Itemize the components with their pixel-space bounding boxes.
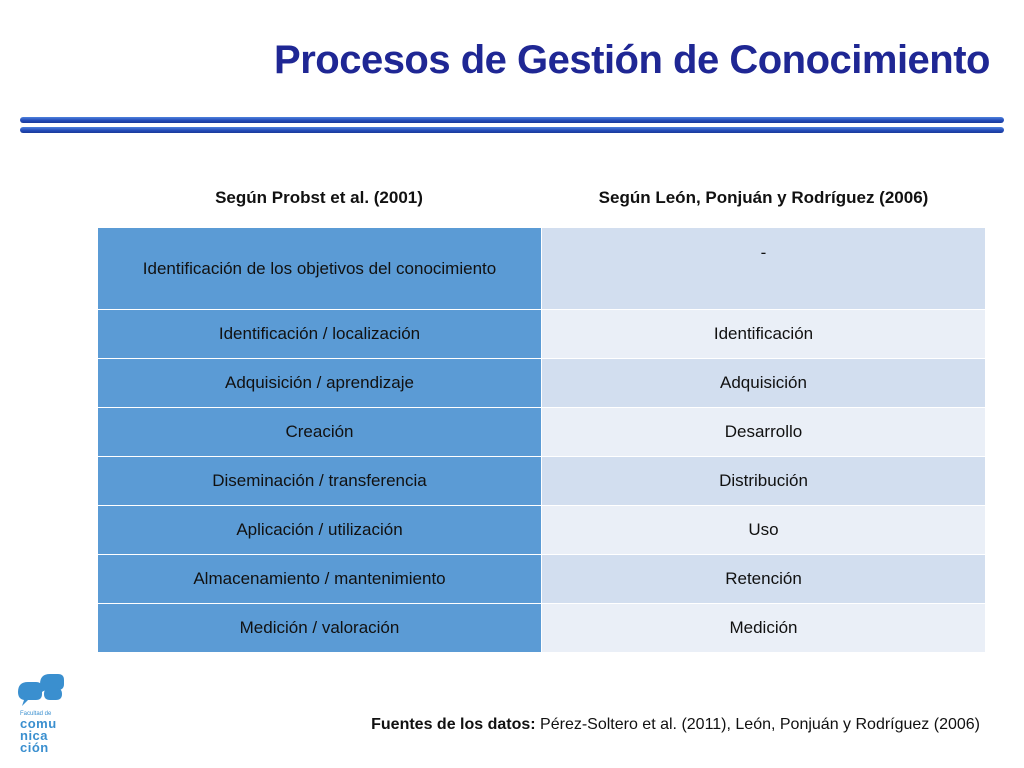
cell-leon: Retención	[542, 555, 986, 604]
cell-leon: Uso	[542, 506, 986, 555]
logo-line: ción	[20, 740, 49, 755]
cell-probst: Identificación de los objetivos del conocimiento	[98, 228, 542, 310]
cell-probst: Medición / valoración	[98, 604, 542, 653]
table-row	[98, 310, 986, 359]
cell-probst: Diseminación / transferencia	[98, 457, 542, 506]
cell-probst: Creación	[98, 408, 542, 457]
cell-leon: Desarrollo	[542, 408, 986, 457]
table-row	[98, 457, 986, 506]
title-divider-top	[20, 117, 1004, 123]
cell-leon: Identificación	[542, 310, 986, 359]
cell-probst: Aplicación / utilización	[98, 506, 542, 555]
table-row	[98, 604, 986, 653]
table-row	[98, 555, 986, 604]
title-divider-bottom	[20, 127, 1004, 133]
faculty-logo-text	[20, 711, 80, 754]
table-row	[98, 506, 986, 555]
cell-leon: Adquisición	[542, 359, 986, 408]
table-row	[98, 228, 986, 310]
comparison-table	[97, 227, 986, 653]
table-row	[98, 359, 986, 408]
cell-leon: Medición	[542, 604, 986, 653]
sources-label: Fuentes de los datos:	[371, 716, 536, 733]
column-header-leon: Según León, Ponjuán y Rodríguez (2006)	[598, 188, 929, 207]
cell-probst: Adquisición / aprendizaje	[98, 359, 542, 408]
logo-line: nica	[20, 728, 49, 743]
logo-small-text: Facultad de	[20, 711, 52, 717]
logo-line: comu	[20, 716, 57, 731]
cell-leon: Distribución	[542, 457, 986, 506]
table-row	[98, 408, 986, 457]
sources-note	[371, 716, 980, 734]
cell-probst: Almacenamiento / mantenimiento	[98, 555, 542, 604]
cell-probst: Identificación / localización	[98, 310, 542, 359]
cell-leon: -	[542, 228, 986, 310]
sources-text: Pérez-Soltero et al. (2011), León, Ponjuán y Rodríguez (2006)	[535, 716, 980, 733]
slide-title: Procesos de Gestión de Conocimiento	[274, 38, 990, 82]
column-header-probst: Según Probst et al. (2001)	[215, 188, 423, 207]
